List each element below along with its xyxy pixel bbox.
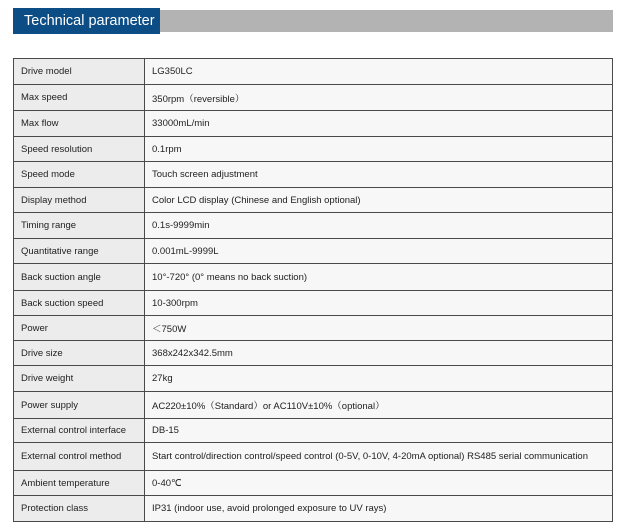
row-label: Power: [14, 316, 145, 341]
row-label: Drive weight: [14, 366, 145, 392]
row-value: ＜750W: [145, 316, 613, 341]
table-row: [14, 85, 613, 111]
row-value: Start control/direction control/speed control (0-5V, 0-10V, 4-20mA optional) RS485 serial communication: [145, 443, 613, 471]
row-value: 0.1rpm: [145, 137, 613, 162]
parameter-table: [13, 58, 613, 522]
table-row: [14, 111, 613, 137]
row-value: 27kg: [145, 366, 613, 392]
row-value: Touch screen adjustment: [145, 162, 613, 188]
row-value: 350rpm（reversible）: [145, 85, 613, 111]
row-label: Max speed: [14, 85, 145, 111]
table-row: [14, 188, 613, 213]
table-row: [14, 291, 613, 316]
table-row: [14, 443, 613, 471]
table-row: [14, 316, 613, 341]
table-row: [14, 264, 613, 291]
table-row: [14, 392, 613, 419]
row-value: 0.1s-9999min: [145, 213, 613, 239]
row-value: 0.001mL-9999L: [145, 239, 613, 264]
table-row: [14, 471, 613, 496]
row-value: 33000mL/min: [145, 111, 613, 137]
row-label: Back suction speed: [14, 291, 145, 316]
row-label: Speed resolution: [14, 137, 145, 162]
row-value: IP31 (indoor use, avoid prolonged exposure to UV rays): [145, 496, 613, 522]
section-title: Technical parameter: [13, 8, 160, 34]
row-label: Speed mode: [14, 162, 145, 188]
table-row: [14, 419, 613, 443]
table-row: [14, 162, 613, 188]
row-label: Power supply: [14, 392, 145, 419]
row-label: Max flow: [14, 111, 145, 137]
table-row: [14, 137, 613, 162]
table-row: [14, 213, 613, 239]
row-label: Display method: [14, 188, 145, 213]
row-label: External control interface: [14, 419, 145, 443]
row-label: Drive model: [14, 59, 145, 85]
table-row: [14, 239, 613, 264]
table-row: [14, 366, 613, 392]
row-value: 10°-720° (0° means no back suction): [145, 264, 613, 291]
row-label: Timing range: [14, 213, 145, 239]
row-value: LG350LC: [145, 59, 613, 85]
row-value: 368x242x342.5mm: [145, 341, 613, 366]
row-label: Drive size: [14, 341, 145, 366]
table-row: [14, 496, 613, 522]
row-value: Color LCD display (Chinese and English optional): [145, 188, 613, 213]
row-label: Quantitative range: [14, 239, 145, 264]
row-value: 0-40℃: [145, 471, 613, 496]
row-value: DB-15: [145, 419, 613, 443]
row-value: AC220±10%（Standard）or AC110V±10%（optional）: [145, 392, 613, 419]
row-label: Back suction angle: [14, 264, 145, 291]
row-label: External control method: [14, 443, 145, 471]
row-label: Protection class: [14, 496, 145, 522]
table-row: [14, 59, 613, 85]
row-label: Ambient temperature: [14, 471, 145, 496]
table-row: [14, 341, 613, 366]
row-value: 10-300rpm: [145, 291, 613, 316]
